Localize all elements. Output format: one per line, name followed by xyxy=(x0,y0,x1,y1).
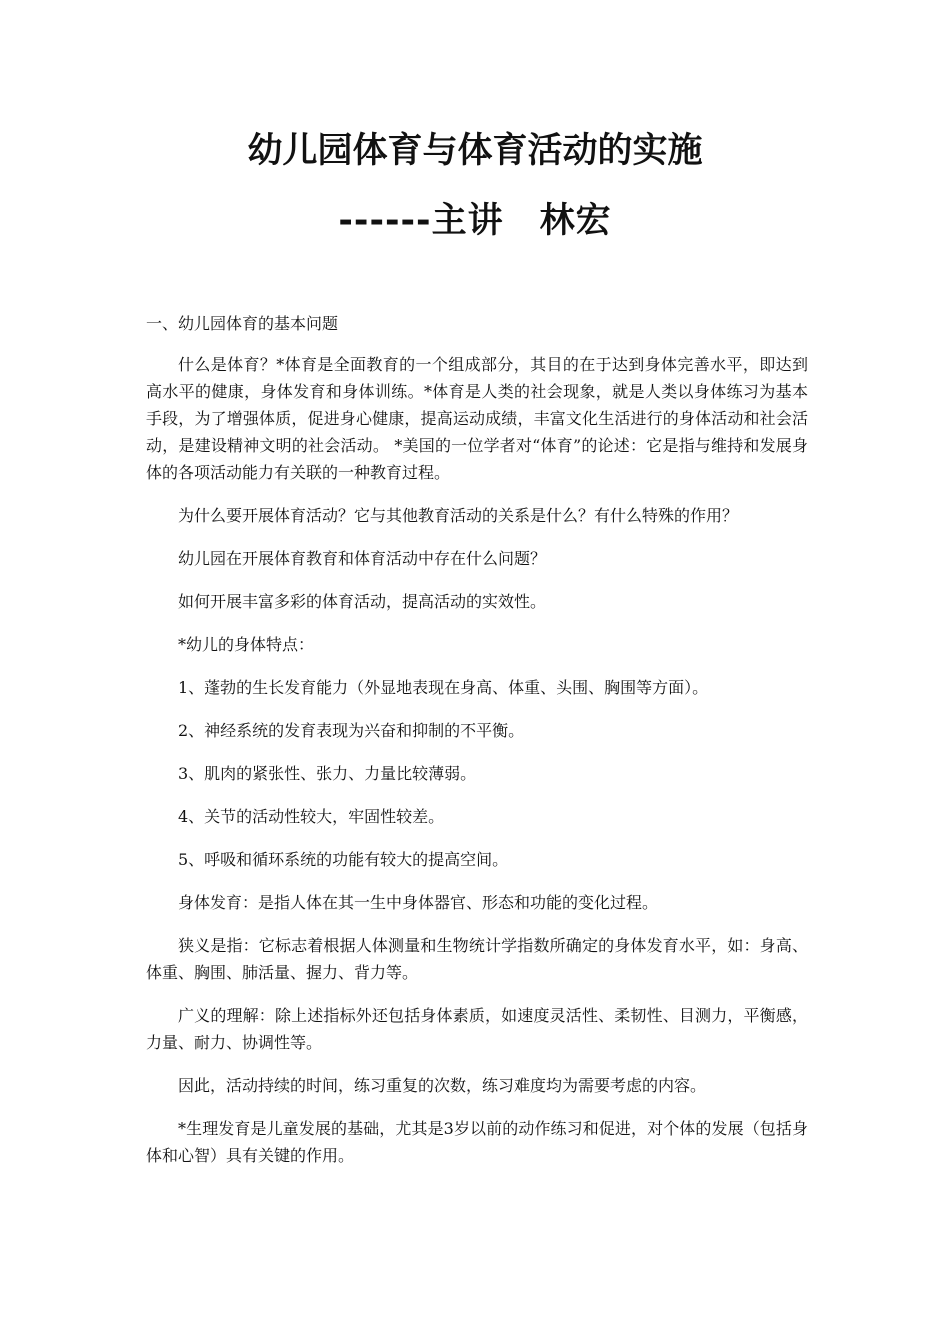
paragraph-body-development: 身体发育：是指人体在其一生中身体器官、形态和功能的变化过程。 xyxy=(178,893,659,912)
paragraph-physiological-development: *生理发育是儿童发展的基础，尤其是3岁以前的动作练习和促进，对个体的发展（包括身体和心智）具有关键的作用。 xyxy=(146,1119,808,1165)
paragraph-narrow-sense: 狭义是指：它标志着根据人体测量和生物统计学指数所确定的身体发育水平，如：身高、体重、胸围、肺活量、握力、背力等。 xyxy=(146,936,808,982)
paragraph-broad-sense: 广义的理解：除上述指标外还包括身体素质，如速度灵活性、柔韧性、目测力，平衡感，力量、耐力、协调性等。 xyxy=(146,1006,808,1052)
list-item-feature-4: 4、关节的活动性较大，牢固性较差。 xyxy=(178,807,445,826)
document-title: 幼儿园体育与体育活动的实施 xyxy=(247,131,703,171)
document-body xyxy=(146,351,808,1185)
paragraph-therefore: 因此，活动持续的时间，练习重复的次数，练习难度均为需要考虑的内容。 xyxy=(178,1076,707,1095)
section-heading: 一、幼儿园体育的基本问题 xyxy=(146,314,339,333)
paragraph-question-how: 如何开展丰富多彩的体育活动，提高活动的实效性。 xyxy=(178,592,547,611)
list-item-feature-2: 2、神经系统的发育表现为兴奋和抑制的不平衡。 xyxy=(178,721,525,740)
paragraph-question-problems: 幼儿园在开展体育教育和体育活动中存在什么问题？ xyxy=(178,549,547,568)
list-item-feature-5: 5、呼吸和循环系统的功能有较大的提高空间。 xyxy=(178,850,509,869)
list-item-feature-1: 1、蓬勃的生长发育能力（外显地表现在身高、体重、头围、胸围等方面）。 xyxy=(178,678,709,697)
paragraph-question-why: 为什么要开展体育活动？它与其他教育活动的关系是什么？有什么特殊的作用？ xyxy=(178,506,739,525)
paragraph-child-features-heading: *幼儿的身体特点： xyxy=(178,635,315,654)
paragraph-definition: 什么是体育？*体育是全面教育的一个组成部分，其目的在于达到身体完善水平，即达到高水平的健康，身体发育和身体训练。*体育是人类的社会现象，就是人类以身体练习为基本手段，为了增强体质，促进身心健康，提高运动成绩，丰富文化生活进行的身体活动和社会活动，是建设精神文明的社会活动。 *美国的一位学者对“体育”的论述：它是指与维持和发展身体的各项活动能力有关联的一种教育过程。 xyxy=(146,355,808,482)
list-item-feature-3: 3、肌肉的紧张性、张力、力量比较薄弱。 xyxy=(178,764,477,783)
document-subtitle: ------主讲 林宏 xyxy=(338,201,612,241)
